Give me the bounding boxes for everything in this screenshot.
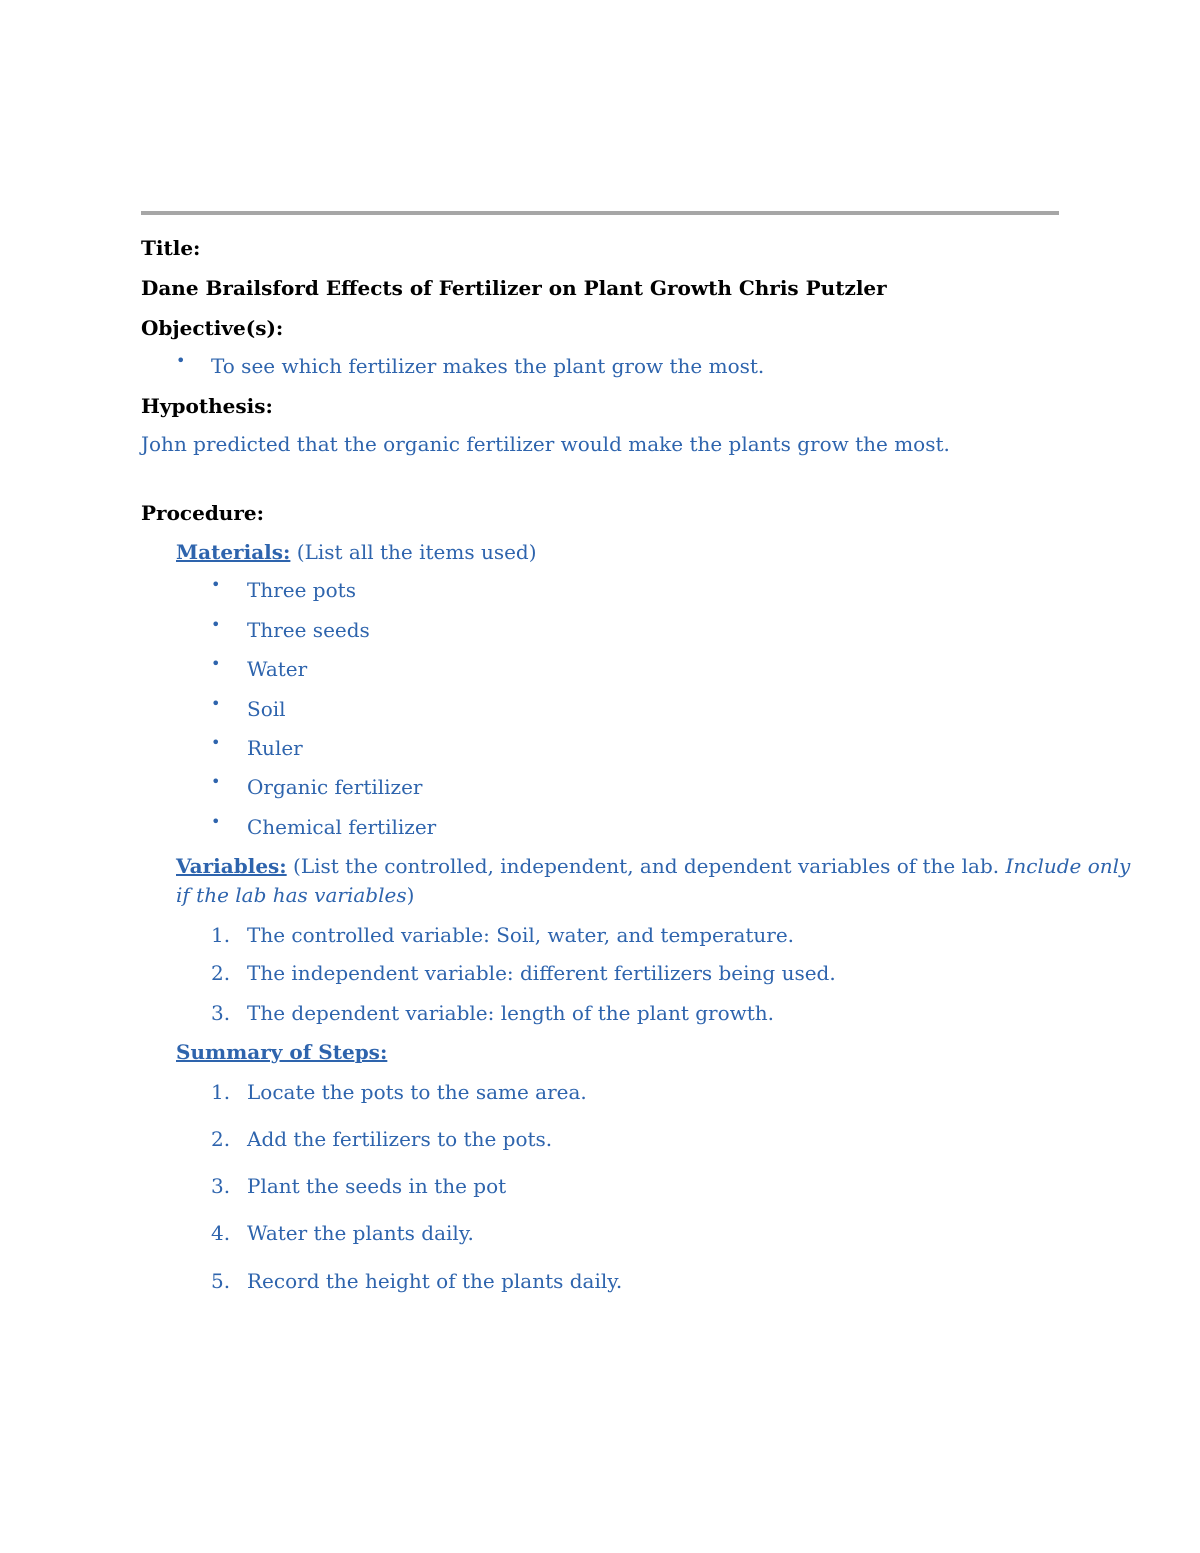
steps-item: Locate the pots to the same area.: [247, 1080, 587, 1104]
list-number: 5.: [211, 1269, 231, 1293]
list-number: 3.: [211, 1174, 231, 1198]
horizontal-rule: [141, 211, 1059, 215]
materials-item: Organic fertilizer: [247, 775, 423, 799]
steps-heading-line: [176, 1039, 387, 1065]
list-number: 2.: [211, 1127, 231, 1151]
hypothesis-label: Hypothesis:: [141, 394, 273, 418]
variables-heading-line: [176, 853, 1130, 879]
list-number: 1.: [211, 923, 231, 947]
bullet-icon: •: [211, 694, 221, 713]
variables-note-italic-2: if the lab has variables: [176, 883, 407, 907]
variables-item: The controlled variable: Soil, water, and temperature.: [247, 923, 795, 947]
procedure-label: Procedure:: [141, 501, 264, 525]
variables-note-italic: Include only: [1005, 854, 1131, 878]
bullet-icon: •: [211, 772, 221, 791]
variables-item: The independent variable: different fertilizers being used.: [247, 961, 836, 985]
list-number: 2.: [211, 961, 231, 985]
materials-item: Water: [247, 657, 308, 681]
bullet-icon: •: [211, 575, 221, 594]
variables-note-close: ): [406, 883, 415, 907]
bullet-icon: •: [211, 812, 221, 831]
list-number: 3.: [211, 1001, 231, 1025]
bullet-icon: •: [176, 351, 186, 370]
hypothesis-text: John predicted that the organic fertilizer would make the plants grow the most.: [141, 432, 950, 456]
variables-item: The dependent variable: length of the plant growth.: [247, 1001, 775, 1025]
objective-item: To see which fertilizer makes the plant grow the most.: [211, 354, 765, 378]
steps-item: Record the height of the plants daily.: [247, 1269, 623, 1293]
variables-heading: Variables:: [176, 854, 287, 878]
materials-item: Three pots: [247, 578, 356, 602]
materials-heading: Materials:: [176, 540, 291, 564]
steps-item: Water the plants daily.: [247, 1221, 474, 1245]
title-label: Title:: [141, 236, 201, 260]
steps-item: Plant the seeds in the pot: [247, 1174, 507, 1198]
bullet-icon: •: [211, 615, 221, 634]
document-title: Dane Brailsford Effects of Fertilizer on Plant Growth Chris Putzler: [141, 276, 887, 300]
materials-note: (List all the items used): [296, 540, 537, 564]
bullet-icon: •: [211, 733, 221, 752]
materials-item: Soil: [247, 697, 286, 721]
materials-heading-line: [176, 539, 537, 565]
materials-item: Three seeds: [247, 618, 370, 642]
materials-item: Ruler: [247, 736, 303, 760]
materials-item: Chemical fertilizer: [247, 815, 437, 839]
steps-item: Add the fertilizers to the pots.: [247, 1127, 553, 1151]
bullet-icon: •: [211, 654, 221, 673]
steps-heading: Summary of Steps:: [176, 1040, 388, 1064]
list-number: 4.: [211, 1221, 231, 1245]
variables-note-line2: [176, 882, 414, 908]
list-number: 1.: [211, 1080, 231, 1104]
variables-note: (List the controlled, independent, and dependent variables of the lab.: [293, 854, 1000, 878]
objective-label: Objective(s):: [141, 316, 284, 340]
